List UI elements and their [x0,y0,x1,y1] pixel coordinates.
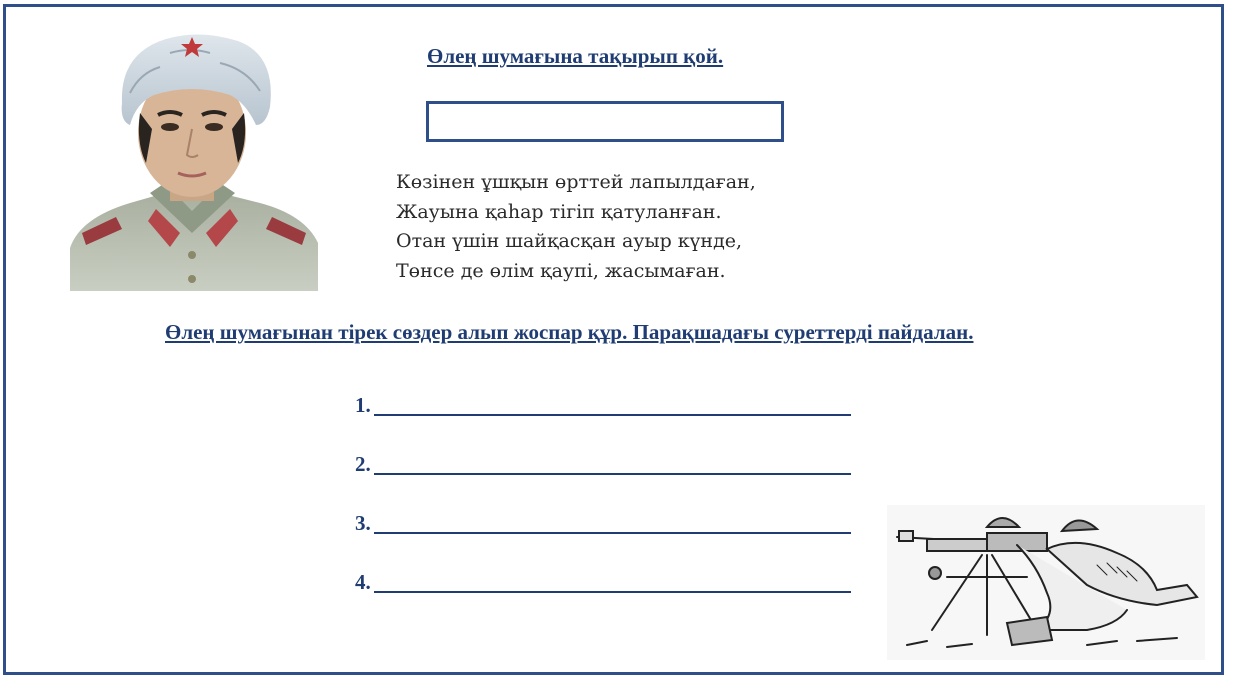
plan-item-number: 4. [355,570,371,594]
poem-line: Көзінен ұшқын өрттей лапылдаған, [396,171,756,193]
plan-item-4[interactable] [355,563,855,593]
plan-item-2[interactable] [355,445,855,475]
plan-item-1[interactable] [355,386,855,416]
title-instruction: Өлең шумағына тақырып қой. [427,44,724,68]
plan-item-number: 3. [355,511,371,535]
poem-stanza [396,168,756,286]
answer-line[interactable] [374,414,851,416]
plan-item-number: 1. [355,393,371,417]
poem-line: Жауына қаһар тігіп қатуланған. [396,200,722,223]
title-answer-box[interactable] [426,101,784,142]
plan-instruction: Өлең шумағынан тірек сөздер алып жоспар құр. Парақшадағы суреттерді пайдалан. [165,320,974,344]
poem-line: Отан үшін шайқасқан ауыр күнде, [396,230,743,252]
plan-item-number: 2. [355,452,371,476]
soldier-portrait-image [70,33,318,291]
answer-line[interactable] [374,591,851,593]
answer-line[interactable] [374,473,851,475]
poem-line: Төнсе де өлім қаупі, жасымаған. [396,259,726,282]
machine-gun-crew-image [887,505,1205,660]
answer-line[interactable] [374,532,851,534]
plan-item-3[interactable] [355,504,855,534]
